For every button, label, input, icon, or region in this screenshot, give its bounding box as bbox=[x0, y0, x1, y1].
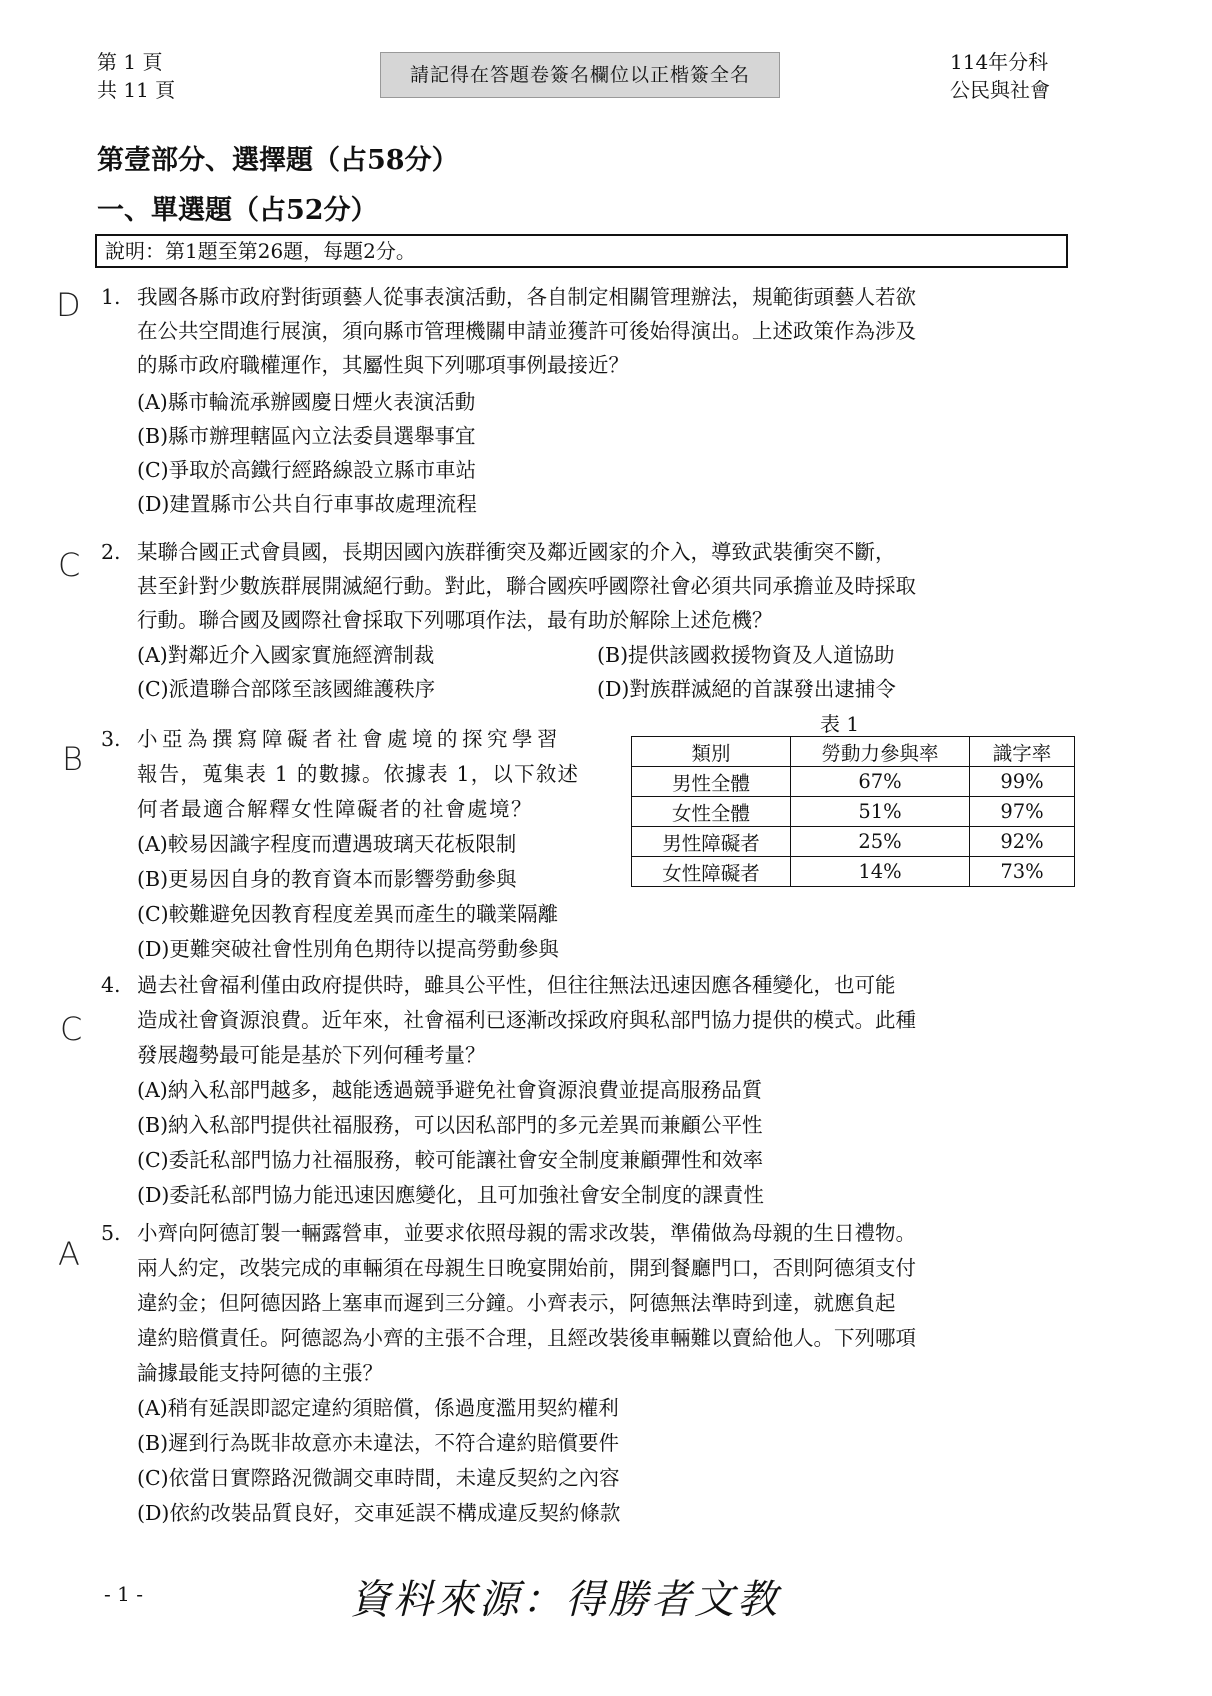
question-4-option-d: (D)委託私部門協力能迅速因應變化，且可加強社會安全制度的課責性 bbox=[137, 1183, 764, 1207]
handwritten-answer-q2: C bbox=[58, 546, 81, 584]
table-cell: 男性障礙者 bbox=[632, 827, 791, 857]
question-1-stem-line: 在公共空間進行展演，須向縣市管理機關申請並獲許可後始得演出。上述政策作為涉及 bbox=[137, 319, 916, 343]
question-3-option-a: (A)較易因識字程度而遭遇玻璃天花板限制 bbox=[137, 832, 517, 856]
question-5-option-d: (D)依約改裝品質良好，交車延誤不構成違反契約條款 bbox=[137, 1501, 621, 1525]
instructions-box: 說明：第1題至第26題，每題2分。 bbox=[95, 234, 1068, 268]
exam-year: 114年分科 bbox=[950, 50, 1049, 74]
question-3-option-d: (D)更難突破社會性別角色期待以提高勞動參與 bbox=[137, 937, 559, 961]
table-header-cell: 勞動力參與率 bbox=[791, 737, 970, 767]
table-cell: 女性全體 bbox=[632, 797, 791, 827]
question-3-stem-line: 小亞為撰寫障礙者社會處境的探究學習 bbox=[137, 727, 562, 751]
question-number: 4. bbox=[101, 973, 121, 997]
table-header-cell: 類別 bbox=[632, 737, 791, 767]
table-row bbox=[632, 827, 1075, 857]
handwritten-source-note: 資料來源：得勝者文教 bbox=[350, 1577, 780, 1623]
question-2-option-c: (C)派遣聯合部隊至該國維護秩序 bbox=[137, 677, 436, 701]
handwritten-answer-q1: D bbox=[56, 286, 81, 324]
question-5-option-a: (A)稍有延誤即認定違約須賠償，係過度濫用契約權利 bbox=[137, 1396, 619, 1420]
table-cell: 女性障礙者 bbox=[632, 857, 791, 887]
table-header-row bbox=[632, 737, 1075, 767]
section-title: 第壹部分、選擇題（占58分） bbox=[97, 145, 459, 176]
question-3-option-b: (B)更易因自身的教育資本而影響勞動參與 bbox=[137, 867, 517, 891]
question-5-stem-line: 論據最能支持阿德的主張？ bbox=[137, 1361, 383, 1385]
question-1-stem-line: 的縣市政府職權運作，其屬性與下列哪項事例最接近？ bbox=[137, 353, 629, 377]
table-cell: 14% bbox=[791, 857, 970, 887]
table-header-cell: 識字率 bbox=[970, 737, 1075, 767]
page-number: 第 1 頁 bbox=[97, 50, 163, 74]
subsection-title: 一、單選題（占52分） bbox=[97, 195, 378, 226]
question-5-stem-line: 兩人約定，改裝完成的車輛須在母親生日晚宴開始前，開到餐廳門口，否則阿德須支付 bbox=[137, 1256, 916, 1280]
table-row bbox=[632, 857, 1075, 887]
question-1-option-a: (A)縣市輪流承辦國慶日煙火表演活動 bbox=[137, 390, 476, 414]
question-4-option-b: (B)納入私部門提供社福服務，可以因私部門的多元差異而兼顧公平性 bbox=[137, 1113, 763, 1137]
question-5-stem-line: 違約金；但阿德因路上塞車而遲到三分鐘。小齊表示，阿德無法準時到達，就應負起 bbox=[137, 1291, 896, 1315]
question-3-option-c: (C)較難避免因教育程度差異而產生的職業隔離 bbox=[137, 902, 559, 926]
handwritten-answer-q4: C bbox=[60, 1010, 83, 1048]
question-4-stem-line: 發展趨勢最可能是基於下列何種考量？ bbox=[137, 1043, 486, 1067]
question-2-stem-line: 甚至針對少數族群展開滅絕行動。對此，聯合國疾呼國際社會必須共同承擔並及時採取 bbox=[137, 574, 916, 598]
table-cell: 73% bbox=[970, 857, 1075, 887]
data-table-1 bbox=[631, 736, 1075, 887]
handwritten-answer-q3: B bbox=[62, 740, 83, 778]
question-1-option-c: (C)爭取於高鐵行經路線設立縣市車站 bbox=[137, 458, 477, 482]
question-4-stem-line: 造成社會資源浪費。近年來，社會福利已逐漸改採政府與私部門協力提供的模式。此種 bbox=[137, 1008, 916, 1032]
question-5-option-c: (C)依當日實際路況微調交車時間，未違反契約之內容 bbox=[137, 1466, 620, 1490]
question-2-option-d: (D)對族群滅絕的首謀發出逮捕令 bbox=[597, 677, 896, 701]
page-footer-number: - 1 - bbox=[104, 1582, 143, 1606]
table-row bbox=[632, 797, 1075, 827]
subject-name: 公民與社會 bbox=[950, 78, 1050, 102]
question-1-option-d: (D)建置縣市公共自行車事故處理流程 bbox=[137, 492, 477, 516]
question-number: 2. bbox=[101, 540, 121, 564]
question-1-stem-line: 我國各縣市政府對街頭藝人從事表演活動，各自制定相關管理辦法，規範街頭藝人若欲 bbox=[137, 285, 916, 309]
question-2-stem-line: 行動。聯合國及國際社會採取下列哪項作法，最有助於解除上述危機？ bbox=[137, 608, 773, 632]
table-caption: 表 1 bbox=[820, 712, 860, 736]
table-cell: 92% bbox=[970, 827, 1075, 857]
question-3-stem-line: 報告，蒐集表 1 的數據。依據表 1，以下敘述 bbox=[137, 762, 580, 786]
page-total: 共 11 頁 bbox=[97, 78, 176, 102]
table-cell: 25% bbox=[791, 827, 970, 857]
handwritten-answer-q5: A bbox=[58, 1235, 80, 1273]
question-5-option-b: (B)遲到行為既非故意亦未違法，不符合違約賠償要件 bbox=[137, 1431, 620, 1455]
table-cell: 51% bbox=[791, 797, 970, 827]
question-number: 5. bbox=[101, 1221, 121, 1245]
table-cell: 67% bbox=[791, 767, 970, 797]
table-cell: 97% bbox=[970, 797, 1075, 827]
question-4-option-a: (A)納入私部門越多，越能透過競爭避免社會資源浪費並提高服務品質 bbox=[137, 1078, 763, 1102]
question-5-stem-line: 違約賠償責任。阿德認為小齊的主張不合理，且經改裝後車輛難以賣給他人。下列哪項 bbox=[137, 1326, 916, 1350]
table-row bbox=[632, 767, 1075, 797]
question-number: 3. bbox=[101, 727, 121, 751]
question-number: 1. bbox=[101, 285, 121, 309]
question-3-stem-line: 何者最適合解釋女性障礙者的社會處境？ bbox=[137, 797, 533, 821]
question-2-option-b: (B)提供該國救援物資及人道協助 bbox=[597, 643, 895, 667]
question-4-stem-line: 過去社會福利僅由政府提供時，雖具公平性，但往往無法迅速因應各種變化，也可能 bbox=[137, 973, 896, 997]
question-1-option-b: (B)縣市辦理轄區內立法委員選舉事宜 bbox=[137, 424, 476, 448]
signature-reminder-banner: 請記得在答題卷簽名欄位以正楷簽全名 bbox=[380, 52, 780, 98]
question-2-option-a: (A)對鄰近介入國家實施經濟制裁 bbox=[137, 643, 435, 667]
table-cell: 男性全體 bbox=[632, 767, 791, 797]
question-2-stem-line: 某聯合國正式會員國，長期因國內族群衝突及鄰近國家的介入，導致武裝衝突不斷， bbox=[137, 540, 896, 564]
question-5-stem-line: 小齊向阿德訂製一輛露營車，並要求依照母親的需求改裝，準備做為母親的生日禮物。 bbox=[137, 1221, 916, 1245]
table-cell: 99% bbox=[970, 767, 1075, 797]
question-4-option-c: (C)委託私部門協力社福服務，較可能讓社會安全制度兼顧彈性和效率 bbox=[137, 1148, 764, 1172]
